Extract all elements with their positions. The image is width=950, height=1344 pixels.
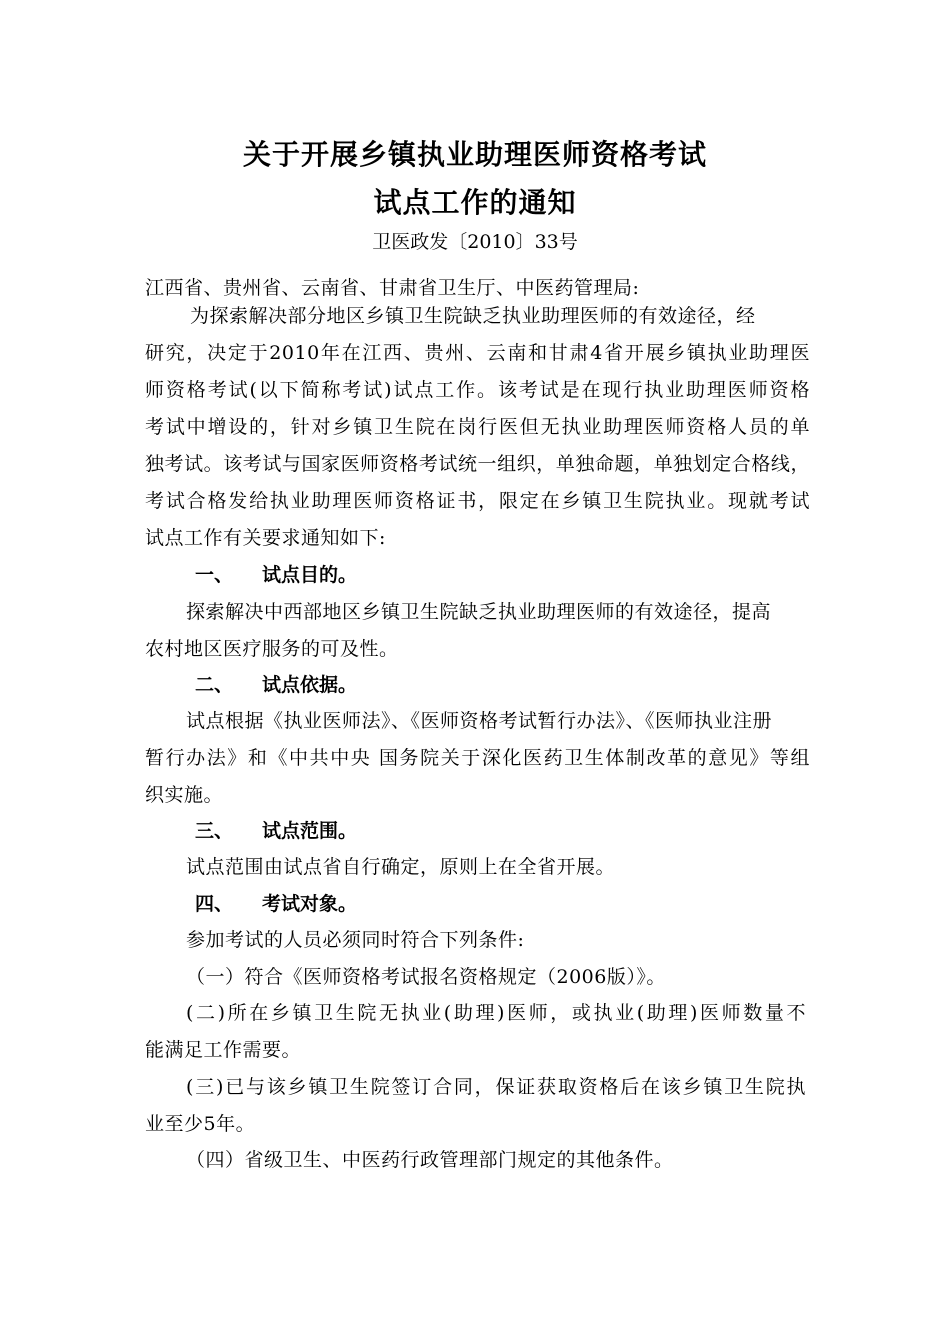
section-3-line: 试点范围由试点省自行确定，原则上在全省开展。 — [186, 856, 616, 878]
section-4-condition-2-cont: 能满足工作需要。 — [145, 1039, 302, 1061]
intro-line: 为探索解决部分地区乡镇卫生院缺乏执业助理医师的有效途径，经 — [190, 305, 756, 327]
intro-line: 试点工作有关要求通知如下: — [145, 527, 386, 549]
section-3-number: 三、 — [195, 820, 234, 842]
section-1-line: 探索解决中西部地区乡镇卫生院缺乏执业助理医师的有效途径，提高 — [186, 601, 772, 623]
intro-line: 考试合格发给执业助理医师资格证书，限定在乡镇卫生院执业。现就考试 — [145, 490, 810, 512]
intro-line: 研究，决定于2010年在江西、贵州、云南和甘肃4省开展乡镇执业助理医 — [145, 342, 810, 364]
section-2-line: 织实施。 — [145, 784, 224, 806]
section-2-line: 暂行办法》和《中共中央 国务院关于深化医药卫生体制改革的意见》等组 — [145, 747, 810, 769]
section-4-number: 四、 — [195, 893, 234, 915]
section-1-title: 试点目的。 — [262, 564, 358, 586]
section-2-title: 试点依据。 — [262, 674, 358, 696]
intro-line: 考试中增设的，针对乡镇卫生院在岗行医但无执业助理医师资格人员的单 — [145, 416, 810, 438]
intro-line: 独考试。该考试与国家医师资格考试统一组织，单独命题，单独划定合格线， — [145, 453, 810, 475]
section-4-condition-2: (二)所在乡镇卫生院无执业(助理)医师，或执业(助理)医师数量不 — [186, 1002, 806, 1024]
section-1-number: 一、 — [195, 564, 234, 586]
section-2-number: 二、 — [195, 674, 234, 696]
section-2-line: 试点根据《执业医师法》、《医师资格考试暂行办法》、《医师执业注册 — [186, 710, 773, 732]
document-title-line-2: 试点工作的通知 — [373, 186, 577, 219]
section-4-title: 考试对象。 — [262, 893, 358, 915]
section-4-condition-3-cont: 业至少5年。 — [145, 1113, 256, 1135]
section-3-title: 试点范围。 — [262, 820, 358, 842]
section-4-condition-3: (三)已与该乡镇卫生院签订合同，保证获取资格后在该乡镇卫生院执 — [186, 1076, 806, 1098]
section-4-condition-1: （一）符合《医师资格考试报名资格规定（2006版）》。 — [186, 966, 666, 988]
document-title-line-1: 关于开展乡镇执业助理医师资格考试 — [242, 138, 707, 171]
section-1-line: 农村地区医疗服务的可及性。 — [145, 638, 399, 660]
intro-line: 师资格考试(以下简称考试)试点工作。该考试是在现行执业助理医师资格 — [145, 379, 810, 401]
salutation: 江西省、贵州省、云南省、甘肃省卫生厅、中医药管理局: — [145, 277, 640, 299]
section-4-line: 参加考试的人员必须同时符合下列条件: — [186, 929, 525, 951]
document-number: 卫医政发〔2010〕33号 — [372, 231, 578, 253]
section-4-condition-4: （四）省级卫生、中医药行政管理部门规定的其他条件。 — [186, 1149, 674, 1171]
